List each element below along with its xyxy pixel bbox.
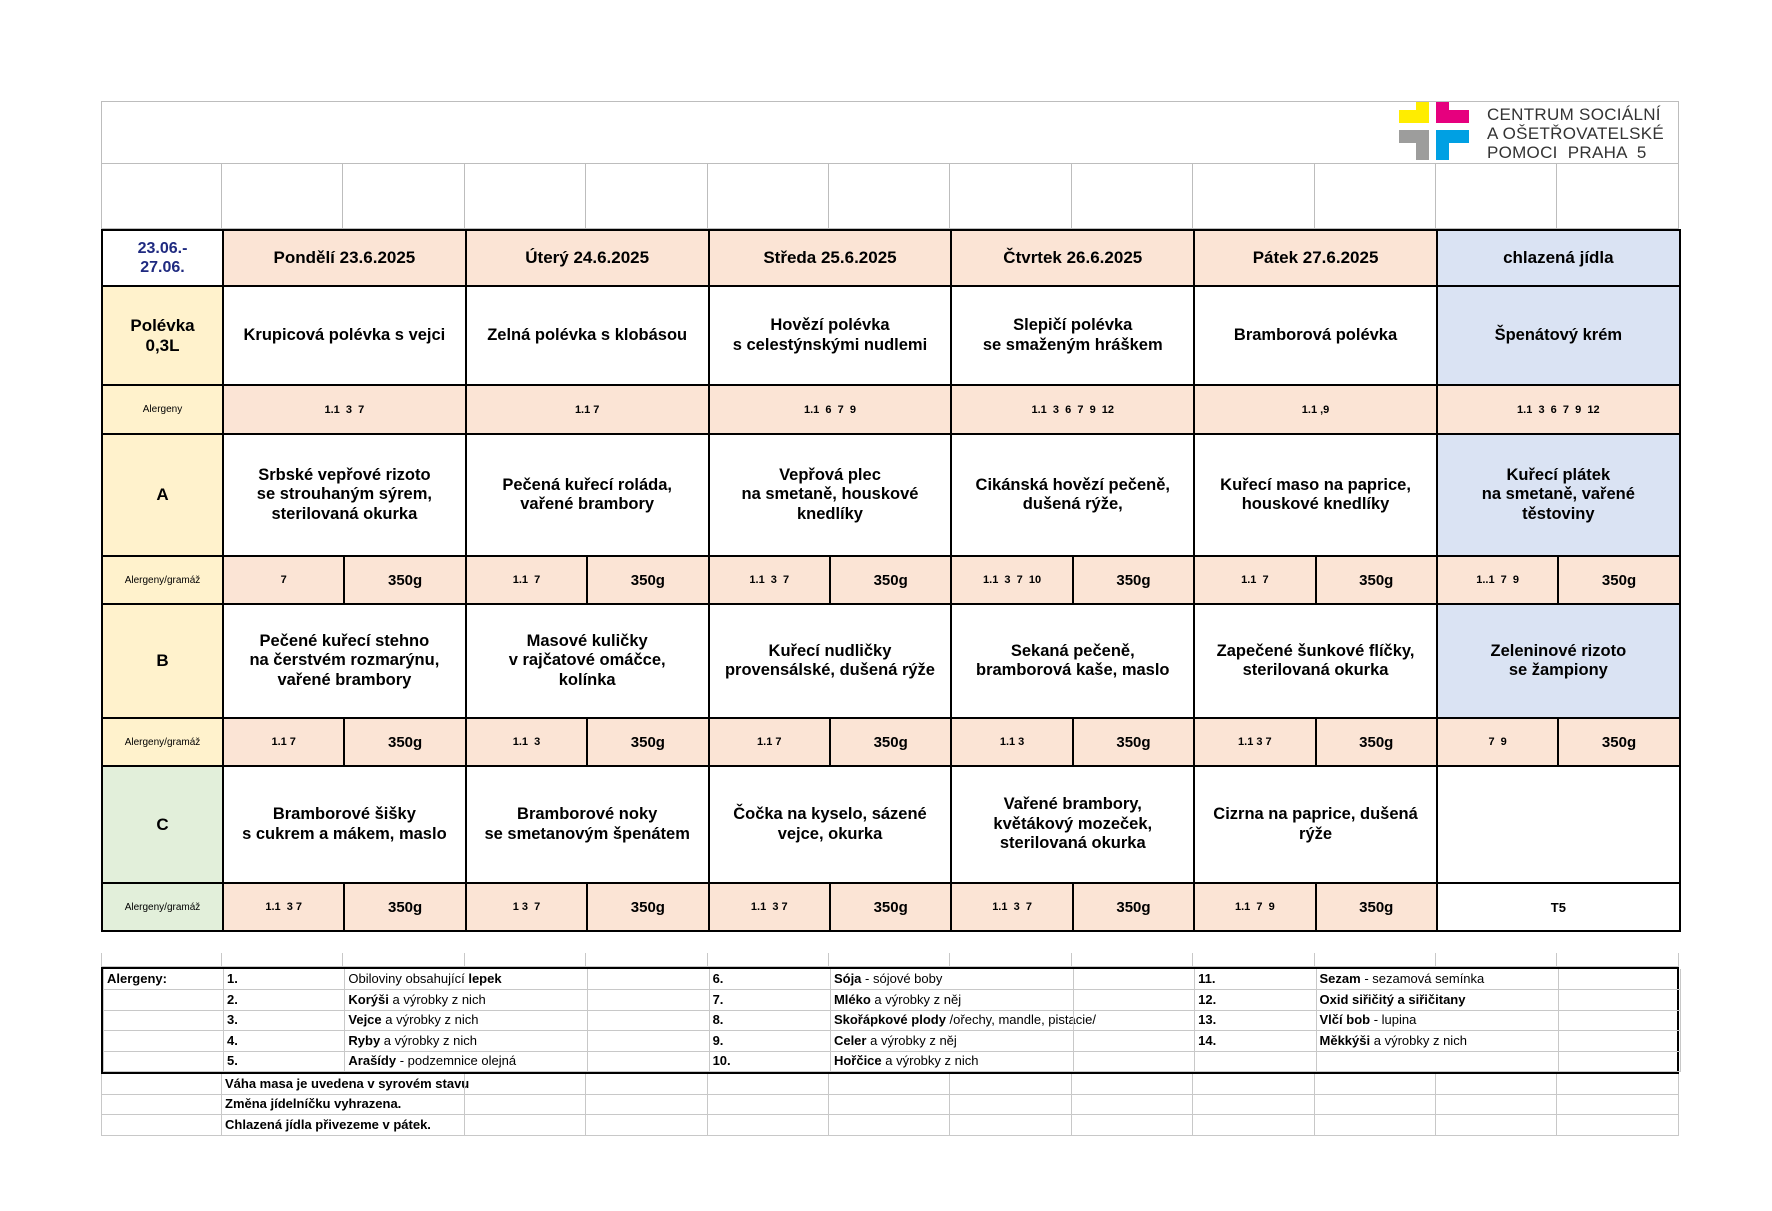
allergen-legend [101,953,1679,1135]
allergen-number: 10. [710,1051,831,1072]
meal-a-allergens-thursday: 1.1 3 7 10 [951,556,1072,604]
meal-b-allergens-row [102,718,1680,766]
note-row [101,1094,1679,1115]
meal-c-allergens-wednesday: 1.1 3 7 [709,883,830,931]
allergen-name: Korýši [348,991,389,1007]
meal-c-grams-friday: 350g [1316,883,1437,931]
meal-c-grams-monday: 350g [344,883,465,931]
allergen-number: 9. [710,1031,831,1052]
soup-allergens-row [102,385,1680,434]
soup-allergens-monday: 1.1 3 7 [223,385,466,434]
note-row [101,1115,1679,1136]
meal-a-allergens-chilled: 1..1 7 9 [1437,556,1558,604]
allergen-detail: - lupina [1370,1012,1417,1027]
meal-b-allergens-label: Alergeny/gramáž [102,718,223,766]
allergen-name: Celer [833,1032,867,1048]
legend-note: Chlazená jídla přivezeme v pátek. [222,1115,343,1136]
allergen-detail: a výrobky z nich [881,1053,979,1068]
soup-friday: Bramborová polévka [1194,286,1437,385]
soup-label: Polévka 0,3L [102,286,223,385]
legend-row [103,1010,1677,1031]
meal-a-grams-monday: 350g [344,556,465,604]
legend-box [101,967,1679,1074]
allergen-detail: a výrobky z nich [388,991,486,1007]
meal-b-allergens-chilled: 7 9 [1437,718,1558,766]
meal-c-tuesday: Bramborové noky se smetanovým špenátem [466,766,709,883]
legend-notes [101,1074,1679,1136]
allergen-detail: - podzemnice olejná [396,1053,517,1068]
meal-a-tuesday: Pečená kuřecí roláda, vařené brambory [466,434,709,556]
meal-c-allergens-friday: 1.1 7 9 [1194,883,1315,931]
meal-b-allergens-monday: 1.1 7 [223,718,344,766]
allergen-detail: /ořechy, mandle, pistacie/ [945,1012,1096,1027]
allergen-detail: a výrobky z nich [380,1032,478,1048]
allergen-number [1195,1051,1316,1072]
meal-a-grams-wednesday: 350g [830,556,951,604]
meal-a-allergens-row [102,556,1680,604]
allergen-description [831,1031,957,1052]
header-box [101,101,1679,164]
allergen-number: 5. [224,1051,345,1072]
soup-allergens-chilled: 1.1 3 6 7 9 12 [1437,385,1680,434]
meal-a-label: A [102,434,223,556]
allergen-description [1317,969,1485,990]
meal-a-chilled: Kuřecí plátek na smetaně, vařené těstoviny [1437,434,1680,556]
soup-wednesday: Hovězí polévka s celestýnskými nudlemi [709,286,952,385]
meal-b-row [102,604,1680,718]
allergen-detail: - sójové boby [861,971,943,986]
allergen-description [831,990,962,1011]
meal-b-grams-tuesday: 350g [587,718,708,766]
soup-thursday: Slepičí polévka se smaženým hráškem [951,286,1194,385]
allergen-number: 7. [710,990,831,1011]
legend-note: Váha masa je uvedena v syrovém stavu [222,1074,343,1095]
allergen-name: Arašídy [348,1053,397,1068]
meal-c-label: C [102,766,223,883]
allergen-name: Sezam [1319,971,1361,986]
legend-row [103,969,1677,990]
meal-b-thursday: Sekaná pečeně, bramborová kaše, maslo [951,604,1194,718]
allergen-name: Ryby [348,1032,381,1048]
meal-c-friday: Cizrna na paprice, dušená rýže [1194,766,1437,883]
allergen-number: 2. [224,990,345,1011]
allergen-description [1317,990,1466,1011]
meal-c-thursday: Vařené brambory, květákový mozeček, sterilovaná okurka [951,766,1194,883]
allergen-description [345,969,502,990]
soup-allergens-friday: 1.1 ,9 [1194,385,1437,434]
meal-b-allergens-friday: 1.1 3 7 [1194,718,1315,766]
note-row [101,1074,1679,1095]
meal-a-friday: Kuřecí maso na paprice, houskové knedlíky [1194,434,1437,556]
meal-c-grams-tuesday: 350g [587,883,708,931]
meal-b-grams-monday: 350g [344,718,465,766]
allergen-name: Měkkýši [1319,1032,1371,1048]
meal-b-grams-friday: 350g [1316,718,1437,766]
logo-line-2: A OŠETŘOVATELSKÉ [1486,124,1664,143]
allergen-number: 4. [224,1031,345,1052]
allergen-number: 1. [224,969,345,990]
meal-b-label: B [102,604,223,718]
meal-b-tuesday: Masové kuličky v rajčatové omáčce, kolínka [466,604,709,718]
meal-c-allergens-thursday: 1.1 3 7 [951,883,1072,931]
meal-a-grams-thursday: 350g [1073,556,1194,604]
days-header-row [102,230,1680,286]
organization-name [1487,105,1664,162]
allergen-description [1317,1031,1467,1052]
week-range: 23.06.- 27.06. [102,230,223,286]
allergen-description [831,1051,979,1072]
meal-a-allergens-label: Alergeny/gramáž [102,556,223,604]
allergen-description [345,1051,517,1072]
legend-note: Změna jídelníčku vyhrazena. [222,1094,343,1115]
meal-a-grams-chilled: 350g [1558,556,1679,604]
allergen-number: 13. [1195,1010,1316,1031]
meal-a-wednesday: Vepřová plec na smetaně, houskové knedlíky [709,434,952,556]
allergen-description [831,969,952,990]
meal-b-chilled: Zeleninové rizoto se žampiony [1437,604,1680,718]
allergen-description [1317,1051,1438,1072]
meal-c-allergens-label: Alergeny/gramáž [102,883,223,931]
meal-a-allergens-wednesday: 1.1 3 7 [709,556,830,604]
legend-row [103,990,1677,1011]
soup-allergens-thursday: 1.1 3 6 7 9 12 [951,385,1194,434]
meal-a-allergens-monday: 7 [223,556,344,604]
meal-a-grams-tuesday: 350g [587,556,708,604]
allergen-detail: a výrobky z něj [866,1032,957,1048]
allergen-detail: a výrobky z nich [1370,1032,1467,1048]
allergen-description [345,1010,479,1031]
allergen-number: 14. [1195,1031,1316,1052]
legend-row [103,1031,1677,1052]
soup-row [102,286,1680,385]
meal-c-chilled-note: T5 [1437,883,1680,931]
meal-c-allergens-row [102,883,1680,931]
allergen-name: lepek [468,971,502,986]
allergen-description [831,1010,1096,1031]
legend-title: Alergeny: [103,969,224,990]
allergen-name: Vejce [348,1012,382,1027]
logo-line-1: CENTRUM SOCIÁLNÍ [1486,105,1661,124]
meal-b-allergens-thursday: 1.1 3 [951,718,1072,766]
spacer-grid-row [101,164,1679,229]
meal-a-allergens-friday: 1.1 7 [1194,556,1315,604]
allergen-name: Vlčí bob [1319,1012,1371,1027]
logo-line-3: POMOCI PRAHA 5 [1486,143,1647,162]
allergen-number: 11. [1195,969,1316,990]
day-monday: Pondělí 23.6.2025 [223,230,466,286]
meal-b-wednesday: Kuřecí nudličky provensálské, dušená rýže [709,604,952,718]
allergen-name: Hořčice [833,1053,882,1068]
soup-monday: Krupicová polévka s vejci [223,286,466,385]
allergen-description [345,1031,478,1052]
allergen-name: Skořápkové plody [833,1012,946,1027]
meal-a-monday: Srbské vepřové rizoto se strouhaným sýrem, sterilovaná okurka [223,434,466,556]
cross-logo-icon [1399,102,1473,165]
allergen-detail: - sezamová semínka [1360,971,1485,986]
meal-a-allergens-tuesday: 1.1 7 [466,556,587,604]
day-friday: Pátek 27.6.2025 [1194,230,1437,286]
allergen-name: Oxid siřičitý a siřičitany [1319,991,1466,1007]
allergen-detail: a výrobky z něj [870,991,962,1007]
soup-allergens-wednesday: 1.1 6 7 9 [709,385,952,434]
meal-b-grams-chilled: 350g [1558,718,1679,766]
soup-allergens-label: Alergeny [102,385,223,434]
meal-c-allergens-tuesday: 1 3 7 [466,883,587,931]
soup-chilled: Špenátový krém [1437,286,1680,385]
weekly-menu-table [101,229,1681,932]
meal-b-allergens-tuesday: 1.1 3 [466,718,587,766]
allergen-prefix: Obiloviny obsahující [348,971,469,986]
allergen-number: 6. [710,969,831,990]
allergen-description [1317,1010,1438,1031]
meal-c-monday: Bramborové šišky s cukrem a mákem, maslo [223,766,466,883]
legend-row [103,1051,1677,1072]
legend-spacer [101,953,1679,967]
meal-a-row [102,434,1680,556]
meal-c-row [102,766,1680,883]
day-wednesday: Středa 25.6.2025 [709,230,952,286]
meal-c-wednesday: Čočka na kyselo, sázené vejce, okurka [709,766,952,883]
meal-b-friday: Zapečené šunkové flíčky, sterilovaná okurka [1194,604,1437,718]
allergen-number: 3. [224,1010,345,1031]
allergen-number: 8. [710,1010,831,1031]
meal-a-thursday: Cikánská hovězí pečeně, dušená rýže, [951,434,1194,556]
meal-b-monday: Pečené kuřecí stehno na čerstvém rozmarýnu, vařené brambory [223,604,466,718]
allergen-description [345,990,486,1011]
allergen-name: Sója [833,971,862,986]
day-thursday: Čtvrtek 26.6.2025 [951,230,1194,286]
allergen-detail: a výrobky z nich [381,1012,479,1027]
organization-logo [1399,102,1664,165]
allergen-number: 12. [1195,990,1316,1011]
meal-b-allergens-wednesday: 1.1 7 [709,718,830,766]
soup-tuesday: Zelná polévka s klobásou [466,286,709,385]
meal-b-grams-wednesday: 350g [830,718,951,766]
meal-a-grams-friday: 350g [1316,556,1437,604]
meal-c-allergens-monday: 1.1 3 7 [223,883,344,931]
meal-c-grams-wednesday: 350g [830,883,951,931]
day-tuesday: Úterý 24.6.2025 [466,230,709,286]
allergen-name: Mléko [833,991,871,1007]
meal-c-grams-thursday: 350g [1073,883,1194,931]
chilled-meals-header: chlazená jídla [1437,230,1680,286]
soup-allergens-tuesday: 1.1 7 [466,385,709,434]
meal-b-grams-thursday: 350g [1073,718,1194,766]
meal-c-chilled-empty [1437,766,1680,883]
